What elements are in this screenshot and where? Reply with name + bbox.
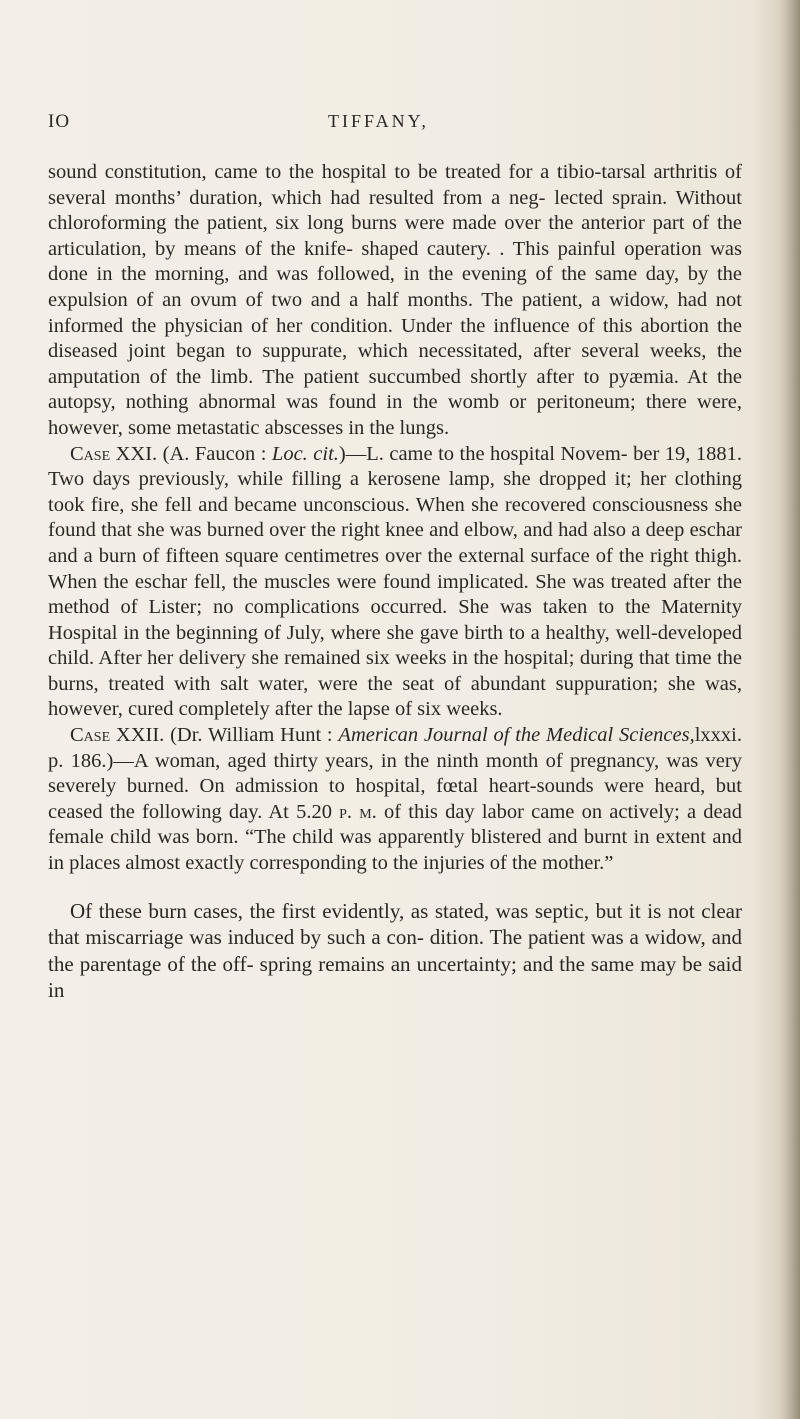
case-22-text-1: lxxxi. p. 186.)—A woman, aged thirty years, in the ninth month of pregnancy, was very severely burned. On admission to hospital, fœtal heart-sounds were heard, but ceased the following day. At 5.20 [48, 724, 742, 823]
page-edge-shadow [778, 0, 800, 1419]
running-title: TIFFANY, [328, 111, 429, 131]
case-21-paragraph [48, 442, 742, 724]
paragraph-discussion: Of these burn cases, the first evidently, as stated, was septic, but it is not clear that miscarriage was induced by such a con- dition. The patient was a widow, and the parentage of the off- spring remains an uncertainty; and the same may be said in [48, 898, 742, 1003]
case-21-source-italic: Loc. cit. [271, 442, 339, 465]
case-22-paragraph [48, 723, 742, 877]
case-21-text: )—L. came to the hospital Novem- ber 19, 1881. Two days previously, while filling a kerosene lamp, she dropped it; her clothing took fire, she fell and became unconscious. When she recovered consciousness she found that she was burned over the right knee and elbow, and had also a deep eschar and a burn of fifteen square centimetres over the external surface of the right thigh. When the eschar fell, the muscles were found implicated. She was treated after the method of Lister; no complications occurred. She was taken to the Maternity Hospital in the beginning of July, where she gave birth to a healthy, well-developed child. After her delivery she remained six weeks in the hospital; during that time the burns, treated with salt water, were the seat of abundant suppuration; she was, however, cured completely after the lapse of six weeks. [48, 442, 742, 721]
case-22-pm: p. m. [339, 800, 377, 823]
case-21-label: Case XXI. [70, 442, 158, 465]
page-number: IO [48, 111, 71, 132]
body-text [48, 160, 742, 1004]
case-22-source-italic: American Journal of the Medical Sciences, [338, 724, 695, 747]
case-22-label: Case XXII. [70, 724, 165, 747]
running-head [48, 111, 800, 139]
case-21-source: (A. Faucon : [162, 442, 272, 465]
case-22-text-2: of this day labor came on actively; a dead female child was born. “The child was apparently blistered and burnt in extent and in places almost exactly corresponding to the injuries of the mother.” [48, 800, 743, 875]
paragraph-continued: sound constitution, came to the hospital to be treated for a tibio-tarsal arthritis of several months’ duration, which had resulted from a neg- lected sprain. Without chloroforming the patient, six long burns were made over the anterior part of the articulation, by means of the knife- shaped cautery. . This painful operation was done in the morning, and was followed, in the evening of the same day, by the expulsion of an ovum of two and a half months. The patient, a widow, had not informed the physician of her condition. Under the influence of this abortion the diseased joint began to suppurate, which necessitated, after several weeks, the amputation of the limb. The patient succumbed shortly after to pyæmia. At the autopsy, nothing abnormal was found in the womb or peritoneum; there were, however, some metastatic abscesses in the lungs. [48, 161, 742, 439]
case-22-source: (Dr. William Hunt : [170, 724, 339, 747]
